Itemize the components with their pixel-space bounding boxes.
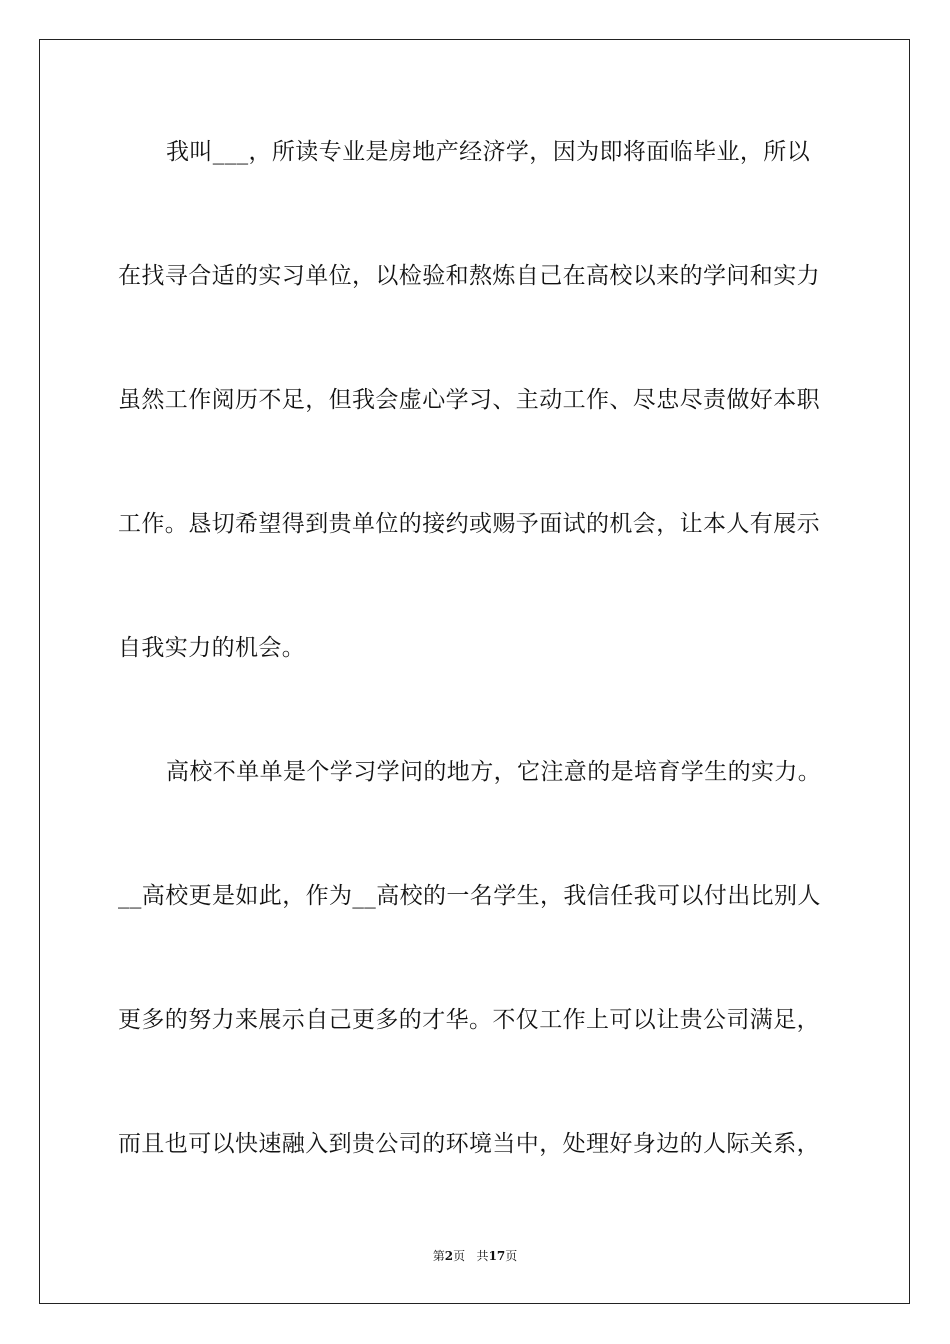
- page-frame: [39, 39, 910, 1304]
- paragraph-line-7: __高校更是如此，作为__高校的一名学生，我信任我可以付出比别人: [118, 883, 821, 909]
- paragraph-line-6: 高校不单单是个学习学问的地方，它注意的是培育学生的实力。: [166, 759, 822, 785]
- footer-total-suffix: 页: [505, 1249, 518, 1263]
- footer-page-suffix: 页: [453, 1249, 466, 1263]
- page-footer: [0, 1248, 950, 1264]
- paragraph-line-8: 更多的努力来展示自己更多的才华。不仅工作上可以让贵公司满足，: [118, 1007, 820, 1033]
- paragraph-line-1: 我叫___，所读专业是房地产经济学，因为即将面临毕业，所以: [166, 139, 811, 165]
- paragraph-line-9: 而且也可以快速融入到贵公司的环境当中，处理好身边的人际关系，: [118, 1131, 820, 1157]
- paragraph-line-5: 自我实力的机会。: [118, 635, 306, 661]
- paragraph-line-2: 在找寻合适的实习单位，以检验和熬炼自己在高校以来的学问和实力: [118, 263, 820, 289]
- footer-page-current: 2: [444, 1249, 454, 1263]
- paragraph-line-3: 虽然工作阅历不足，但我会虚心学习、主动工作、尽忠尽责做好本职: [118, 387, 820, 413]
- footer-page-prefix: 第: [432, 1249, 445, 1263]
- paragraph-line-4: 工作。恳切希望得到贵单位的接约或赐予面试的机会，让本人有展示: [118, 511, 820, 537]
- footer-page-total: 17: [488, 1249, 506, 1263]
- footer-total-prefix: 共: [476, 1249, 489, 1263]
